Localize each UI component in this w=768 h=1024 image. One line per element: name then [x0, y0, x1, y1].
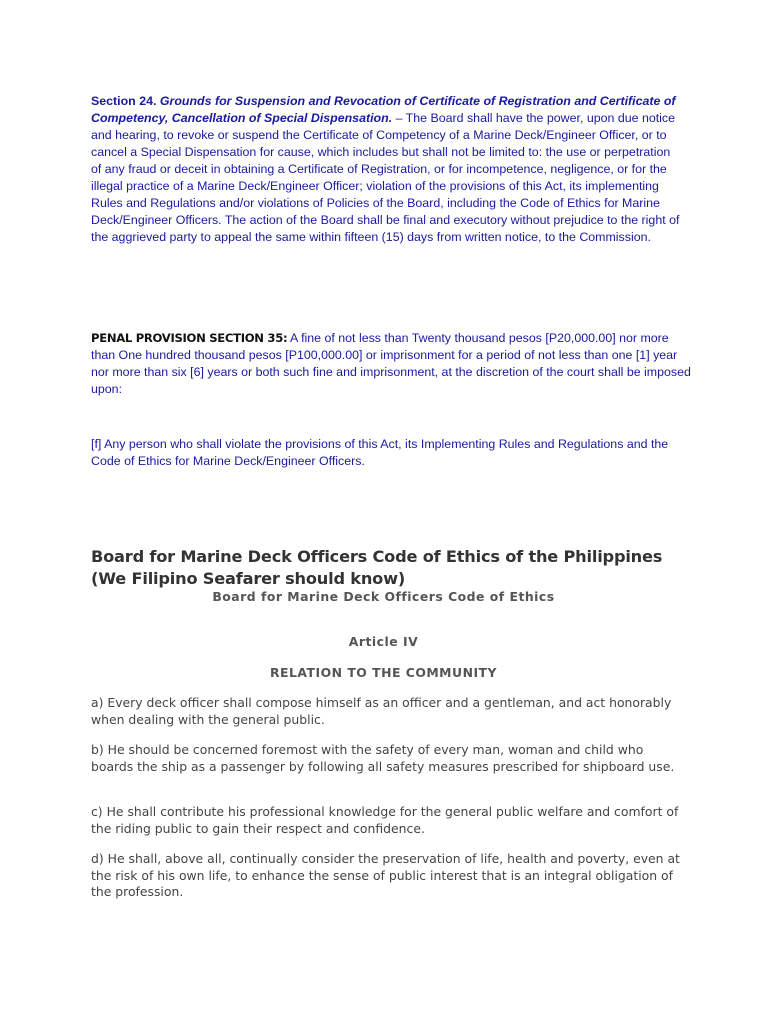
paragraph-c: c) He shall contribute his professional knowledge for the general public welfare and comfort of the riding public to gain their respect and confidence. [91, 804, 679, 836]
paragraph-a: a) Every deck officer shall compose himself as an officer and a gentleman, and act honorably when dealing with the general public. [91, 695, 672, 727]
penal-provision-paragraph [91, 330, 691, 398]
code-of-ethics-subheading: Board for Marine Deck Officers Code of Ethics [212, 589, 555, 604]
section-24-number: Section 24. [91, 94, 157, 108]
code-of-ethics-heading: Board for Marine Deck Officers Code of Ethics of the Philippines (We Filipino Seafarer should know) [91, 547, 663, 588]
section-24-body: – The Board shall have the power, upon due notice and hearing, to revoke or suspend the Certificate of Competency of a Marine Deck/Engineer Officer, or to cancel a Special Dispensation for cause, which includes but shall not be limited to: the use or perpetration of any fraud or deceit in obtaining a Certificate of Registration, or for incompetence, negligence, or for the illegal practice of a Marine Deck/Engineer Officer; violation of the provisions of this Act, its implementing Rules and Regulations and/or violations of Policies of the Board, including the Code of Ethics for Marine Deck/Engineer Officers. The action of the Board shall be final and executory without prejudice to the right of the aggrieved party to appeal the same within fifteen (15) days from written notice, to the Commission. [91, 111, 680, 244]
paragraph-b: b) He should be concerned foremost with the safety of every man, woman and child who boards the ship as a passenger by following all safety measures prescribed for shipboard use. [91, 742, 675, 774]
item-f-paragraph: [f] Any person who shall violate the provisions of this Act, its Implementing Rules and Regulations and the Code of Ethics for Marine Deck/Engineer Officers. [91, 437, 669, 468]
paragraph-d: d) He shall, above all, continually consider the preservation of life, health and poverty, even at the risk of his own life, to enhance the sense of public interest that is an integral obligation of the profession. [91, 851, 680, 899]
penal-provision-body: A fine of not less than Twenty thousand pesos [P20,000.00] nor more than One hundred thousand pesos [P100,000.00] or imprisonment for a period of not less than one [1] year nor more than six [6] years or both such fine and imprisonment, at the discretion of the court shall be imposed upon: [91, 331, 691, 396]
relation-heading: RELATION TO THE COMMUNITY [270, 665, 497, 680]
penal-provision-label: PENAL PROVISION SECTION 35: [91, 331, 288, 345]
section-24-title: Grounds for Suspension and Revocation of Certificate of Registration and Certificate of Competency, Cancellation of Special Dispensation. [91, 94, 676, 125]
article-title: Article IV [348, 634, 419, 649]
section-24-paragraph [91, 93, 681, 246]
